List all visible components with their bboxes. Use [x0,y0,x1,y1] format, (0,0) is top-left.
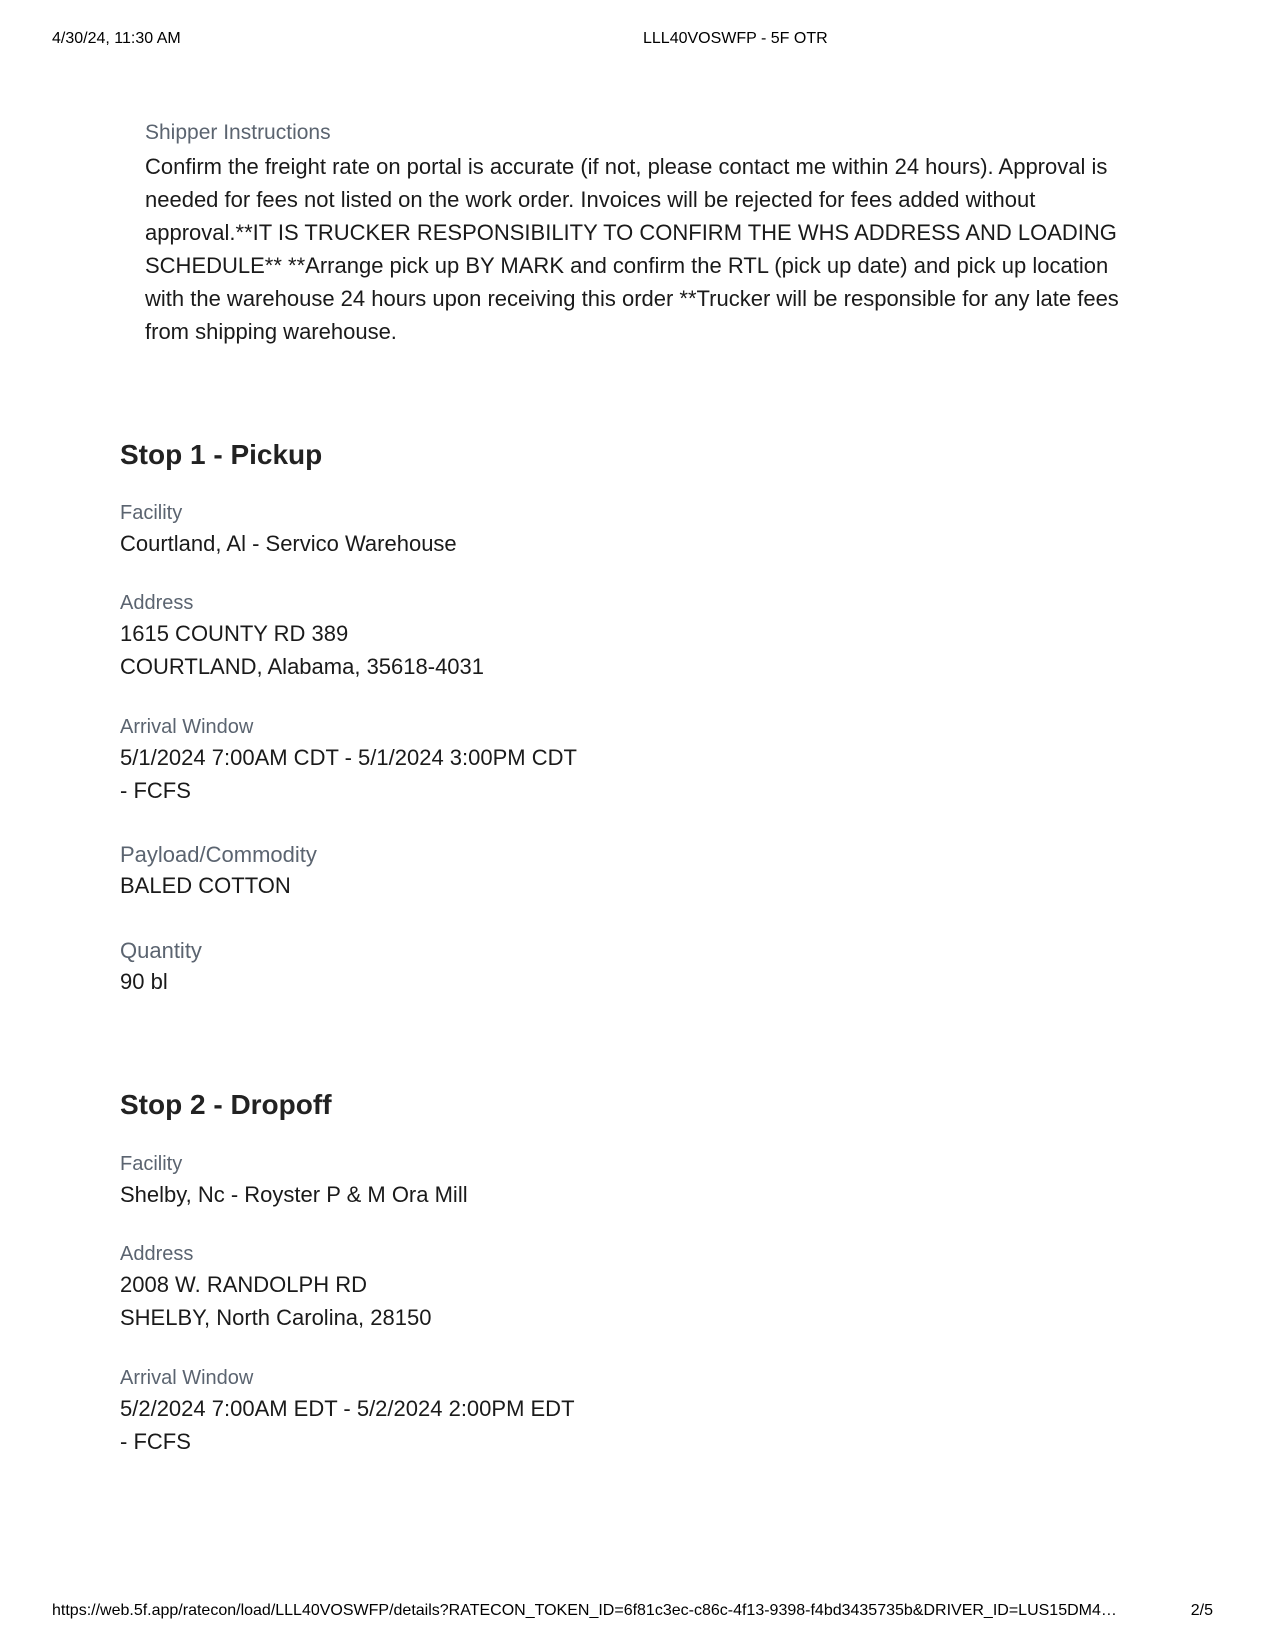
print-page-number: 2/5 [1190,1602,1213,1619]
quantity-label: Quantity [120,938,202,963]
arrival-window-line-1: 5/1/2024 7:00AM CDT - 5/1/2024 3:00PM CDT [120,745,577,770]
facility-value: Shelby, Nc - Royster P & M Ora Mill [120,1182,468,1207]
shipper-instructions-text: Confirm the freight rate on portal is accurate (if not, please contact me within 24 hours). Approval is needed for fees not listed on the work order. Invoices will be rejected for fees added without approval.**IT IS TRUCKER RESPONSIBILITY TO CONFIRM THE WHS ADDRESS AND LOADING SCHEDULE** **Arrange pick up BY MARK and confirm the RTL (pick up date) and pick up location with the warehouse 24 hours upon receiving this order **Trucker will be responsible for any late fees from shipping warehouse. [145,154,1119,344]
stop-2-section [120,1087,820,1458]
print-page-title: LLL40VOSWFP - 5F OTR [643,30,828,47]
address-label: Address [120,592,194,614]
stop-2-arrival-window [120,1364,820,1458]
address-label: Address [120,1243,194,1265]
stop-1-address [120,589,820,683]
stop-1-facility [120,499,820,560]
arrival-window-line-2: - FCFS [120,1429,191,1454]
stop-1-quantity [120,937,820,998]
arrival-window-label: Arrival Window [120,1367,254,1389]
payload-label: Payload/Commodity [120,842,317,867]
print-datetime: 4/30/24, 11:30 AM [52,30,181,47]
address-line-2: COURTLAND, Alabama, 35618-4031 [120,654,485,679]
arrival-window-line-2: - FCFS [120,778,191,803]
arrival-window-label: Arrival Window [120,716,254,738]
stop-1-section [120,437,820,998]
stop-1-payload [120,841,820,902]
stop-1-arrival-window [120,713,820,807]
print-footer-url: https://web.5f.app/ratecon/load/LLL40VOSWFP/details?RATECON_TOKEN_ID=6f81c3ec-c86c-4f13-9398-f4bd3435735b&DRIVER_ID=LUS15DM4… [52,1602,1117,1619]
stop-2-facility [120,1150,820,1211]
address-line-2: SHELBY, North Carolina, 28150 [120,1305,432,1330]
payload-value: BALED COTTON [120,873,291,898]
facility-label: Facility [120,502,183,524]
facility-value: Courtland, Al - Servico Warehouse [120,531,457,556]
shipper-instructions-section [145,119,1135,348]
address-line-1: 2008 W. RANDOLPH RD [120,1272,367,1297]
address-line-1: 1615 COUNTY RD 389 [120,621,349,646]
quantity-value: 90 bl [120,969,168,994]
stop-2-title: Stop 2 - Dropoff [120,1089,332,1120]
stop-1-title: Stop 1 - Pickup [120,439,323,470]
stop-2-address [120,1240,820,1334]
arrival-window-line-1: 5/2/2024 7:00AM EDT - 5/2/2024 2:00PM EDT [120,1396,575,1421]
shipper-instructions-label: Shipper Instructions [145,121,331,144]
facility-label: Facility [120,1153,183,1175]
